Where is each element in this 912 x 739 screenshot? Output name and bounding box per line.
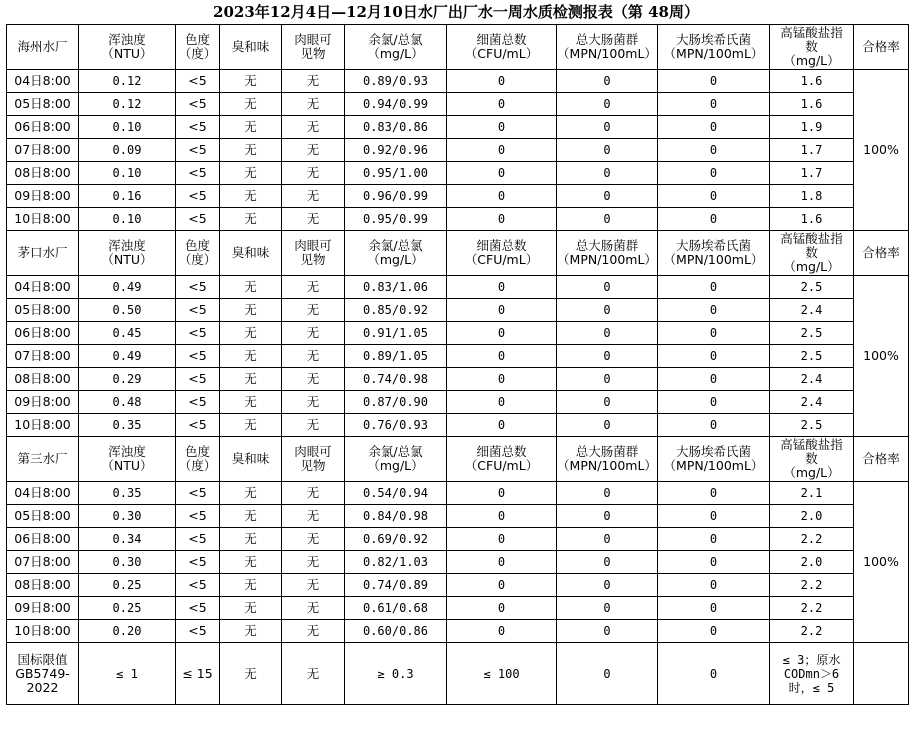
visible-cell: 无 xyxy=(282,116,345,139)
odor-cell: 无 xyxy=(220,276,282,299)
chlorine-cell: 0.74/0.98 xyxy=(345,368,447,391)
turbidity-cell: 0.10 xyxy=(79,208,176,231)
permanganate-cell: 2.1 xyxy=(770,482,854,505)
visible-cell: 无 xyxy=(282,322,345,345)
time-cell: 05日8:00 xyxy=(7,299,79,322)
bacteria-cell: 0 xyxy=(447,414,557,437)
ecoli-cell: 0 xyxy=(658,345,770,368)
table-row xyxy=(7,528,909,551)
turbidity-cell: 0.50 xyxy=(79,299,176,322)
turbidity-cell: 0.35 xyxy=(79,414,176,437)
time-cell: 10日8:00 xyxy=(7,620,79,643)
ecoli-cell: 0 xyxy=(658,528,770,551)
table-row xyxy=(7,116,909,139)
visible-cell: 无 xyxy=(282,299,345,322)
color-cell: <5 xyxy=(176,299,220,322)
column-header-chlorine: 余氯/总氯 （mg/L） xyxy=(345,25,447,70)
ecoli-cell: 0 xyxy=(658,70,770,93)
ecoli-cell: 0 xyxy=(658,185,770,208)
turbidity-cell: 0.20 xyxy=(79,620,176,643)
time-cell: 06日8:00 xyxy=(7,322,79,345)
permanganate-cell: 2.2 xyxy=(770,597,854,620)
color-cell: <5 xyxy=(176,482,220,505)
visible-cell: 无 xyxy=(282,620,345,643)
permanganate-cell: 2.4 xyxy=(770,391,854,414)
coliform-cell: 0 xyxy=(557,93,658,116)
table-row xyxy=(7,574,909,597)
plant-name: 茅口水厂 xyxy=(7,231,79,276)
chlorine-cell: 0.87/0.90 xyxy=(345,391,447,414)
ecoli-cell: 0 xyxy=(658,482,770,505)
table-row xyxy=(7,414,909,437)
color-cell: <5 xyxy=(176,528,220,551)
coliform-cell: 0 xyxy=(557,185,658,208)
turbidity-cell: 0.12 xyxy=(79,70,176,93)
standard-limits-row xyxy=(7,643,909,705)
chlorine-cell: 0.61/0.68 xyxy=(345,597,447,620)
time-cell: 04日8:00 xyxy=(7,70,79,93)
bacteria-cell: 0 xyxy=(447,597,557,620)
visible-cell: 无 xyxy=(282,345,345,368)
turbidity-cell: 0.34 xyxy=(79,528,176,551)
chlorine-cell: 0.95/1.00 xyxy=(345,162,447,185)
coliform-cell: 0 xyxy=(557,391,658,414)
turbidity-cell: 0.45 xyxy=(79,322,176,345)
coliform-cell: 0 xyxy=(557,551,658,574)
permanganate-cell: 1.9 xyxy=(770,116,854,139)
table-row xyxy=(7,162,909,185)
column-header-ecoli: 大肠埃希氏菌 （MPN/100mL） xyxy=(658,25,770,70)
time-cell: 10日8:00 xyxy=(7,208,79,231)
chlorine-cell: 0.54/0.94 xyxy=(345,482,447,505)
odor-cell: 无 xyxy=(220,139,282,162)
table-row xyxy=(7,208,909,231)
color-cell: <5 xyxy=(176,597,220,620)
turbidity-cell: 0.30 xyxy=(79,505,176,528)
ecoli-cell: 0 xyxy=(658,505,770,528)
coliform-cell: 0 xyxy=(557,482,658,505)
bacteria-cell: 0 xyxy=(447,299,557,322)
chlorine-cell: 0.85/0.92 xyxy=(345,299,447,322)
visible-cell: 无 xyxy=(282,551,345,574)
permanganate-cell: 1.6 xyxy=(770,93,854,116)
bacteria-cell: 0 xyxy=(447,368,557,391)
ecoli-cell: 0 xyxy=(658,208,770,231)
bacteria-cell: 0 xyxy=(447,185,557,208)
coliform-cell: 0 xyxy=(557,597,658,620)
table-row xyxy=(7,276,909,299)
ecoli-cell: 0 xyxy=(658,597,770,620)
odor-cell: 无 xyxy=(220,70,282,93)
chlorine-cell: 0.83/1.06 xyxy=(345,276,447,299)
color-cell: <5 xyxy=(176,208,220,231)
color-cell: <5 xyxy=(176,505,220,528)
color-cell: <5 xyxy=(176,322,220,345)
odor-cell: 无 xyxy=(220,299,282,322)
permanganate-cell: 1.6 xyxy=(770,70,854,93)
plant-header-row xyxy=(7,437,909,482)
bacteria-cell: 0 xyxy=(447,70,557,93)
time-cell: 04日8:00 xyxy=(7,482,79,505)
table-row xyxy=(7,391,909,414)
column-header-permanganate: 高锰酸盐指 数 （mg/L） xyxy=(770,231,854,276)
time-cell: 08日8:00 xyxy=(7,368,79,391)
table-row xyxy=(7,551,909,574)
pass-rate-cell: 100% xyxy=(854,276,909,437)
standard-pass-rate xyxy=(854,643,909,705)
visible-cell: 无 xyxy=(282,505,345,528)
visible-cell: 无 xyxy=(282,597,345,620)
bacteria-cell: 0 xyxy=(447,139,557,162)
bacteria-cell: 0 xyxy=(447,208,557,231)
odor-cell: 无 xyxy=(220,597,282,620)
color-cell: <5 xyxy=(176,185,220,208)
color-cell: <5 xyxy=(176,162,220,185)
bacteria-cell: 0 xyxy=(447,551,557,574)
time-cell: 07日8:00 xyxy=(7,345,79,368)
odor-cell: 无 xyxy=(220,551,282,574)
chlorine-cell: 0.89/1.05 xyxy=(345,345,447,368)
time-cell: 06日8:00 xyxy=(7,528,79,551)
ecoli-cell: 0 xyxy=(658,368,770,391)
column-header-turbidity: 浑浊度 （NTU） xyxy=(79,25,176,70)
plant-name: 海州水厂 xyxy=(7,25,79,70)
chlorine-cell: 0.96/0.99 xyxy=(345,185,447,208)
bacteria-cell: 0 xyxy=(447,528,557,551)
plant-header-row xyxy=(7,25,909,70)
coliform-cell: 0 xyxy=(557,574,658,597)
plant-header-row xyxy=(7,231,909,276)
table-row xyxy=(7,368,909,391)
column-header-bacteria: 细菌总数 （CFU/mL） xyxy=(447,437,557,482)
bacteria-cell: 0 xyxy=(447,276,557,299)
standard-turbidity: ≤ 1 xyxy=(79,643,176,705)
color-cell: <5 xyxy=(176,620,220,643)
standard-bacteria: ≤ 100 xyxy=(447,643,557,705)
chlorine-cell: 0.91/1.05 xyxy=(345,322,447,345)
table-row xyxy=(7,620,909,643)
permanganate-cell: 2.2 xyxy=(770,528,854,551)
standard-coliform: 0 xyxy=(557,643,658,705)
column-header-coliform: 总大肠菌群 （MPN/100mL） xyxy=(557,25,658,70)
column-header-visible: 肉眼可 见物 xyxy=(282,231,345,276)
water-quality-table xyxy=(6,24,909,705)
turbidity-cell: 0.10 xyxy=(79,116,176,139)
time-cell: 08日8:00 xyxy=(7,162,79,185)
color-cell: <5 xyxy=(176,276,220,299)
bacteria-cell: 0 xyxy=(447,574,557,597)
column-header-color: 色度 （度） xyxy=(176,231,220,276)
chlorine-cell: 0.76/0.93 xyxy=(345,414,447,437)
coliform-cell: 0 xyxy=(557,414,658,437)
permanganate-cell: 2.0 xyxy=(770,505,854,528)
time-cell: 07日8:00 xyxy=(7,139,79,162)
bacteria-cell: 0 xyxy=(447,162,557,185)
ecoli-cell: 0 xyxy=(658,391,770,414)
column-header-permanganate: 高锰酸盐指 数 （mg/L） xyxy=(770,25,854,70)
bacteria-cell: 0 xyxy=(447,482,557,505)
odor-cell: 无 xyxy=(220,505,282,528)
ecoli-cell: 0 xyxy=(658,139,770,162)
turbidity-cell: 0.49 xyxy=(79,345,176,368)
visible-cell: 无 xyxy=(282,574,345,597)
time-cell: 04日8:00 xyxy=(7,276,79,299)
bacteria-cell: 0 xyxy=(447,505,557,528)
ecoli-cell: 0 xyxy=(658,276,770,299)
coliform-cell: 0 xyxy=(557,505,658,528)
odor-cell: 无 xyxy=(220,162,282,185)
odor-cell: 无 xyxy=(220,574,282,597)
column-header-permanganate: 高锰酸盐指 数 （mg/L） xyxy=(770,437,854,482)
standard-label: 国标限值 GB5749- 2022 xyxy=(7,643,79,705)
odor-cell: 无 xyxy=(220,116,282,139)
bacteria-cell: 0 xyxy=(447,620,557,643)
chlorine-cell: 0.92/0.96 xyxy=(345,139,447,162)
turbidity-cell: 0.29 xyxy=(79,368,176,391)
table-row xyxy=(7,93,909,116)
table-row xyxy=(7,139,909,162)
odor-cell: 无 xyxy=(220,322,282,345)
color-cell: <5 xyxy=(176,70,220,93)
ecoli-cell: 0 xyxy=(658,551,770,574)
color-cell: <5 xyxy=(176,116,220,139)
visible-cell: 无 xyxy=(282,139,345,162)
permanganate-cell: 2.5 xyxy=(770,414,854,437)
column-header-ecoli: 大肠埃希氏菌 （MPN/100mL） xyxy=(658,231,770,276)
odor-cell: 无 xyxy=(220,208,282,231)
column-header-color: 色度 （度） xyxy=(176,437,220,482)
odor-cell: 无 xyxy=(220,620,282,643)
turbidity-cell: 0.30 xyxy=(79,551,176,574)
chlorine-cell: 0.82/1.03 xyxy=(345,551,447,574)
bacteria-cell: 0 xyxy=(447,93,557,116)
standard-visible: 无 xyxy=(282,643,345,705)
column-header-color: 色度 （度） xyxy=(176,25,220,70)
permanganate-cell: 2.4 xyxy=(770,299,854,322)
chlorine-cell: 0.89/0.93 xyxy=(345,70,447,93)
permanganate-cell: 2.5 xyxy=(770,345,854,368)
column-header-pass-rate: 合格率 xyxy=(854,231,909,276)
time-cell: 05日8:00 xyxy=(7,93,79,116)
turbidity-cell: 0.25 xyxy=(79,574,176,597)
color-cell: <5 xyxy=(176,345,220,368)
column-header-chlorine: 余氯/总氯 （mg/L） xyxy=(345,437,447,482)
coliform-cell: 0 xyxy=(557,345,658,368)
coliform-cell: 0 xyxy=(557,139,658,162)
permanganate-cell: 2.2 xyxy=(770,620,854,643)
permanganate-cell: 1.8 xyxy=(770,185,854,208)
color-cell: <5 xyxy=(176,139,220,162)
visible-cell: 无 xyxy=(282,162,345,185)
ecoli-cell: 0 xyxy=(658,162,770,185)
coliform-cell: 0 xyxy=(557,276,658,299)
visible-cell: 无 xyxy=(282,185,345,208)
column-header-odor: 臭和味 xyxy=(220,437,282,482)
odor-cell: 无 xyxy=(220,528,282,551)
turbidity-cell: 0.12 xyxy=(79,93,176,116)
standard-permanganate: ≤ 3；原水 CODmn＞6 时，≤ 5 xyxy=(770,643,854,705)
chlorine-cell: 0.94/0.99 xyxy=(345,93,447,116)
color-cell: <5 xyxy=(176,551,220,574)
odor-cell: 无 xyxy=(220,414,282,437)
report-title: 2023年12月4日—12月10日水厂出厂水一周水质检测报表（第 48周） xyxy=(213,3,699,21)
ecoli-cell: 0 xyxy=(658,116,770,139)
ecoli-cell: 0 xyxy=(658,620,770,643)
permanganate-cell: 1.6 xyxy=(770,208,854,231)
ecoli-cell: 0 xyxy=(658,322,770,345)
chlorine-cell: 0.84/0.98 xyxy=(345,505,447,528)
odor-cell: 无 xyxy=(220,93,282,116)
permanganate-cell: 1.7 xyxy=(770,162,854,185)
visible-cell: 无 xyxy=(282,528,345,551)
table-row xyxy=(7,70,909,93)
table-row xyxy=(7,322,909,345)
time-cell: 09日8:00 xyxy=(7,391,79,414)
color-cell: <5 xyxy=(176,574,220,597)
odor-cell: 无 xyxy=(220,345,282,368)
turbidity-cell: 0.48 xyxy=(79,391,176,414)
chlorine-cell: 0.95/0.99 xyxy=(345,208,447,231)
standard-color: ≤ 15 xyxy=(176,643,220,705)
chlorine-cell: 0.74/0.89 xyxy=(345,574,447,597)
visible-cell: 无 xyxy=(282,70,345,93)
color-cell: <5 xyxy=(176,93,220,116)
chlorine-cell: 0.60/0.86 xyxy=(345,620,447,643)
permanganate-cell: 2.0 xyxy=(770,551,854,574)
column-header-visible: 肉眼可 见物 xyxy=(282,25,345,70)
odor-cell: 无 xyxy=(220,368,282,391)
bacteria-cell: 0 xyxy=(447,322,557,345)
column-header-odor: 臭和味 xyxy=(220,231,282,276)
odor-cell: 无 xyxy=(220,482,282,505)
ecoli-cell: 0 xyxy=(658,93,770,116)
time-cell: 05日8:00 xyxy=(7,505,79,528)
coliform-cell: 0 xyxy=(557,162,658,185)
table-row xyxy=(7,505,909,528)
bacteria-cell: 0 xyxy=(447,345,557,368)
column-header-coliform: 总大肠菌群 （MPN/100mL） xyxy=(557,231,658,276)
column-header-odor: 臭和味 xyxy=(220,25,282,70)
visible-cell: 无 xyxy=(282,93,345,116)
coliform-cell: 0 xyxy=(557,70,658,93)
time-cell: 06日8:00 xyxy=(7,116,79,139)
coliform-cell: 0 xyxy=(557,208,658,231)
turbidity-cell: 0.16 xyxy=(79,185,176,208)
chlorine-cell: 0.69/0.92 xyxy=(345,528,447,551)
column-header-turbidity: 浑浊度 （NTU） xyxy=(79,437,176,482)
odor-cell: 无 xyxy=(220,185,282,208)
color-cell: <5 xyxy=(176,414,220,437)
column-header-turbidity: 浑浊度 （NTU） xyxy=(79,231,176,276)
visible-cell: 无 xyxy=(282,368,345,391)
table-row xyxy=(7,299,909,322)
ecoli-cell: 0 xyxy=(658,414,770,437)
time-cell: 10日8:00 xyxy=(7,414,79,437)
table-row xyxy=(7,345,909,368)
column-header-pass-rate: 合格率 xyxy=(854,25,909,70)
column-header-chlorine: 余氯/总氯 （mg/L） xyxy=(345,231,447,276)
ecoli-cell: 0 xyxy=(658,299,770,322)
table-row xyxy=(7,597,909,620)
coliform-cell: 0 xyxy=(557,116,658,139)
bacteria-cell: 0 xyxy=(447,116,557,139)
color-cell: <5 xyxy=(176,391,220,414)
turbidity-cell: 0.10 xyxy=(79,162,176,185)
time-cell: 07日8:00 xyxy=(7,551,79,574)
visible-cell: 无 xyxy=(282,414,345,437)
bacteria-cell: 0 xyxy=(447,391,557,414)
column-header-visible: 肉眼可 见物 xyxy=(282,437,345,482)
visible-cell: 无 xyxy=(282,482,345,505)
permanganate-cell: 1.7 xyxy=(770,139,854,162)
standard-odor: 无 xyxy=(220,643,282,705)
time-cell: 09日8:00 xyxy=(7,597,79,620)
turbidity-cell: 0.09 xyxy=(79,139,176,162)
column-header-pass-rate: 合格率 xyxy=(854,437,909,482)
column-header-bacteria: 细菌总数 （CFU/mL） xyxy=(447,231,557,276)
permanganate-cell: 2.2 xyxy=(770,574,854,597)
column-header-bacteria: 细菌总数 （CFU/mL） xyxy=(447,25,557,70)
coliform-cell: 0 xyxy=(557,368,658,391)
column-header-ecoli: 大肠埃希氏菌 （MPN/100mL） xyxy=(658,437,770,482)
turbidity-cell: 0.35 xyxy=(79,482,176,505)
visible-cell: 无 xyxy=(282,391,345,414)
ecoli-cell: 0 xyxy=(658,574,770,597)
turbidity-cell: 0.49 xyxy=(79,276,176,299)
permanganate-cell: 2.5 xyxy=(770,322,854,345)
pass-rate-cell: 100% xyxy=(854,482,909,643)
pass-rate-cell: 100% xyxy=(854,70,909,231)
standard-chlorine: ≥ 0.3 xyxy=(345,643,447,705)
table-row xyxy=(7,185,909,208)
coliform-cell: 0 xyxy=(557,299,658,322)
chlorine-cell: 0.83/0.86 xyxy=(345,116,447,139)
coliform-cell: 0 xyxy=(557,322,658,345)
table-row xyxy=(7,482,909,505)
time-cell: 08日8:00 xyxy=(7,574,79,597)
permanganate-cell: 2.5 xyxy=(770,276,854,299)
coliform-cell: 0 xyxy=(557,620,658,643)
standard-ecoli: 0 xyxy=(658,643,770,705)
time-cell: 09日8:00 xyxy=(7,185,79,208)
color-cell: <5 xyxy=(176,368,220,391)
plant-name: 第三水厂 xyxy=(7,437,79,482)
column-header-coliform: 总大肠菌群 （MPN/100mL） xyxy=(557,437,658,482)
visible-cell: 无 xyxy=(282,208,345,231)
coliform-cell: 0 xyxy=(557,528,658,551)
turbidity-cell: 0.25 xyxy=(79,597,176,620)
odor-cell: 无 xyxy=(220,391,282,414)
permanganate-cell: 2.4 xyxy=(770,368,854,391)
visible-cell: 无 xyxy=(282,276,345,299)
